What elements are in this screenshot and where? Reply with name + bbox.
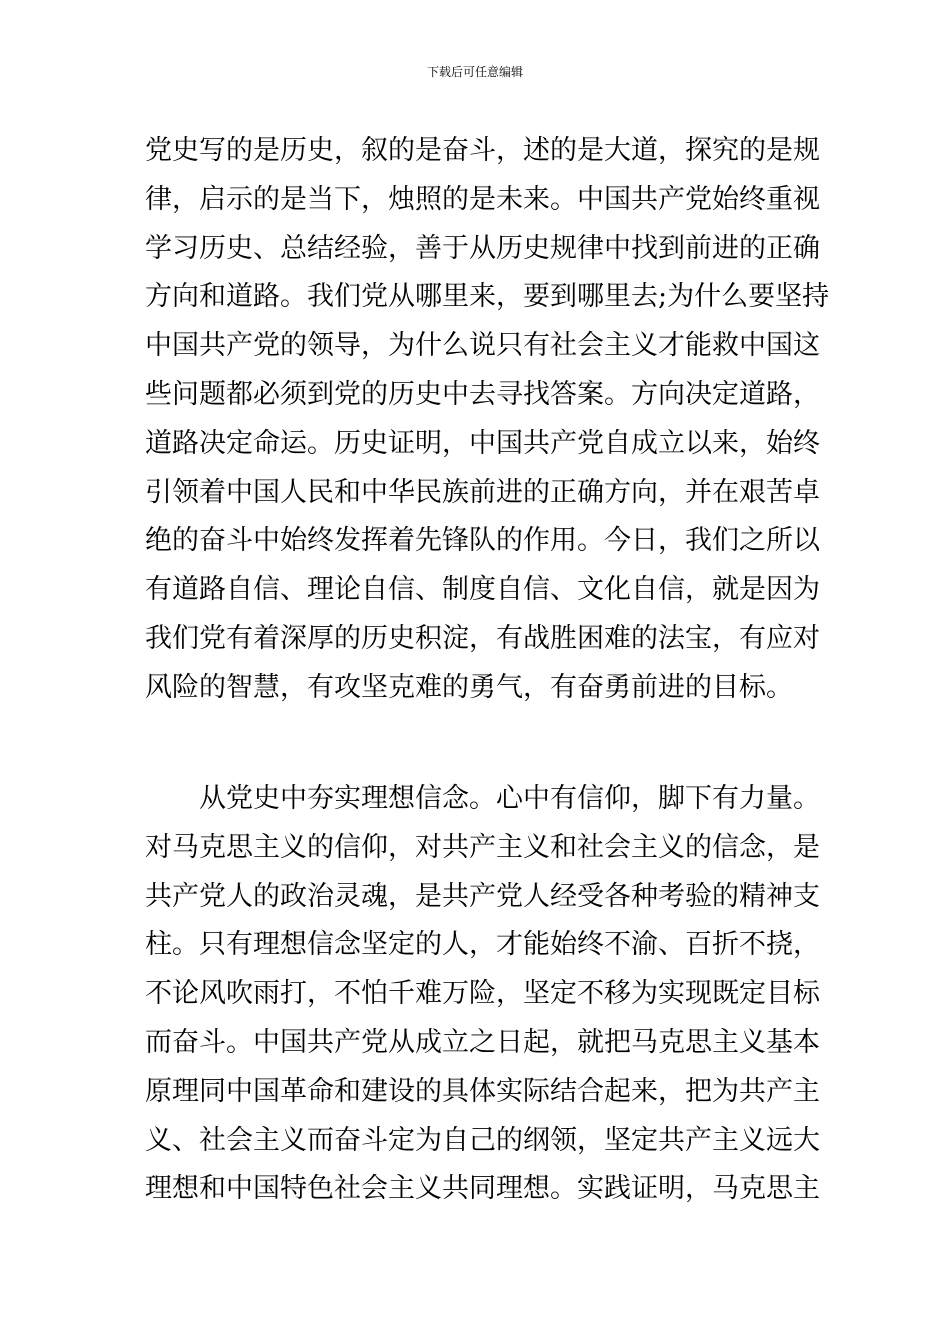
paragraph-line: 而奋斗。中国共产党从成立之日起，就把马克思主义基本 (145, 1026, 820, 1058)
paragraph-1 (145, 127, 830, 713)
paragraph-line: 共产党人的政治灵魂，是共产党人经受各种考验的精神支 (145, 880, 820, 912)
paragraph-line: 柱。只有理想信念坚定的人，才能始终不渝、百折不挠， (145, 929, 820, 961)
paragraph-line: 学习历史、总结经验，善于从历史规律中找到前进的正确 (145, 232, 820, 264)
paragraph-2 (145, 775, 820, 1214)
paragraph-line: 义、社会主义而奋斗定为自己的纲领，坚定共产主义远大 (145, 1124, 820, 1156)
paragraph-line: 不论风吹雨打，不怕千难万险，坚定不移为实现既定目标 (145, 978, 820, 1010)
paragraph-line: 有道路自信、理论自信、制度自信、文化自信，就是因为 (145, 574, 820, 606)
paragraph-line: 理想和中国特色社会主义共同理想。实践证明，马克思主 (145, 1173, 820, 1205)
paragraph-line: 从党史中夯实理想信念。心中有信仰，脚下有力量。 (199, 783, 820, 814)
paragraph-line: 我们党有着深厚的历史积淀，有战胜困难的法宝，有应对 (145, 622, 820, 654)
paragraph-line: 党史写的是历史，叙的是奋斗，述的是大道，探究的是规 (145, 135, 820, 166)
paragraph-line: 些问题都必须到党的历史中去寻找答案。方向决定道路， (145, 378, 820, 410)
paragraph-line: 中国共产党的领导，为什么说只有社会主义才能救中国这 (145, 330, 820, 362)
paragraph-line: 律，启示的是当下，烛照的是未来。中国共产党始终重视 (145, 183, 820, 215)
paragraph-line: 绝的奋斗中始终发挥着先锋队的作用。今日，我们之所以 (145, 525, 820, 557)
paragraph-line: 风险的智慧，有攻坚克难的勇气，有奋勇前进的目标。 (145, 671, 793, 703)
paragraph-line: 原理同中国革命和建设的具体实际结合起来，把为共产主 (145, 1075, 820, 1107)
paragraph-line: 方向和道路。我们党从哪里来，要到哪里去;为什么要坚持 (145, 281, 830, 313)
paragraph-line: 道路决定命运。历史证明，中国共产党自成立以来，始终 (145, 427, 820, 459)
paragraph-line: 对马克思主义的信仰，对共产主义和社会主义的信念，是 (145, 831, 820, 863)
header-note: 下载后可任意编辑 (426, 65, 523, 79)
paragraph-line: 引领着中国人民和中华民族前进的正确方向，并在艰苦卓 (145, 476, 820, 508)
